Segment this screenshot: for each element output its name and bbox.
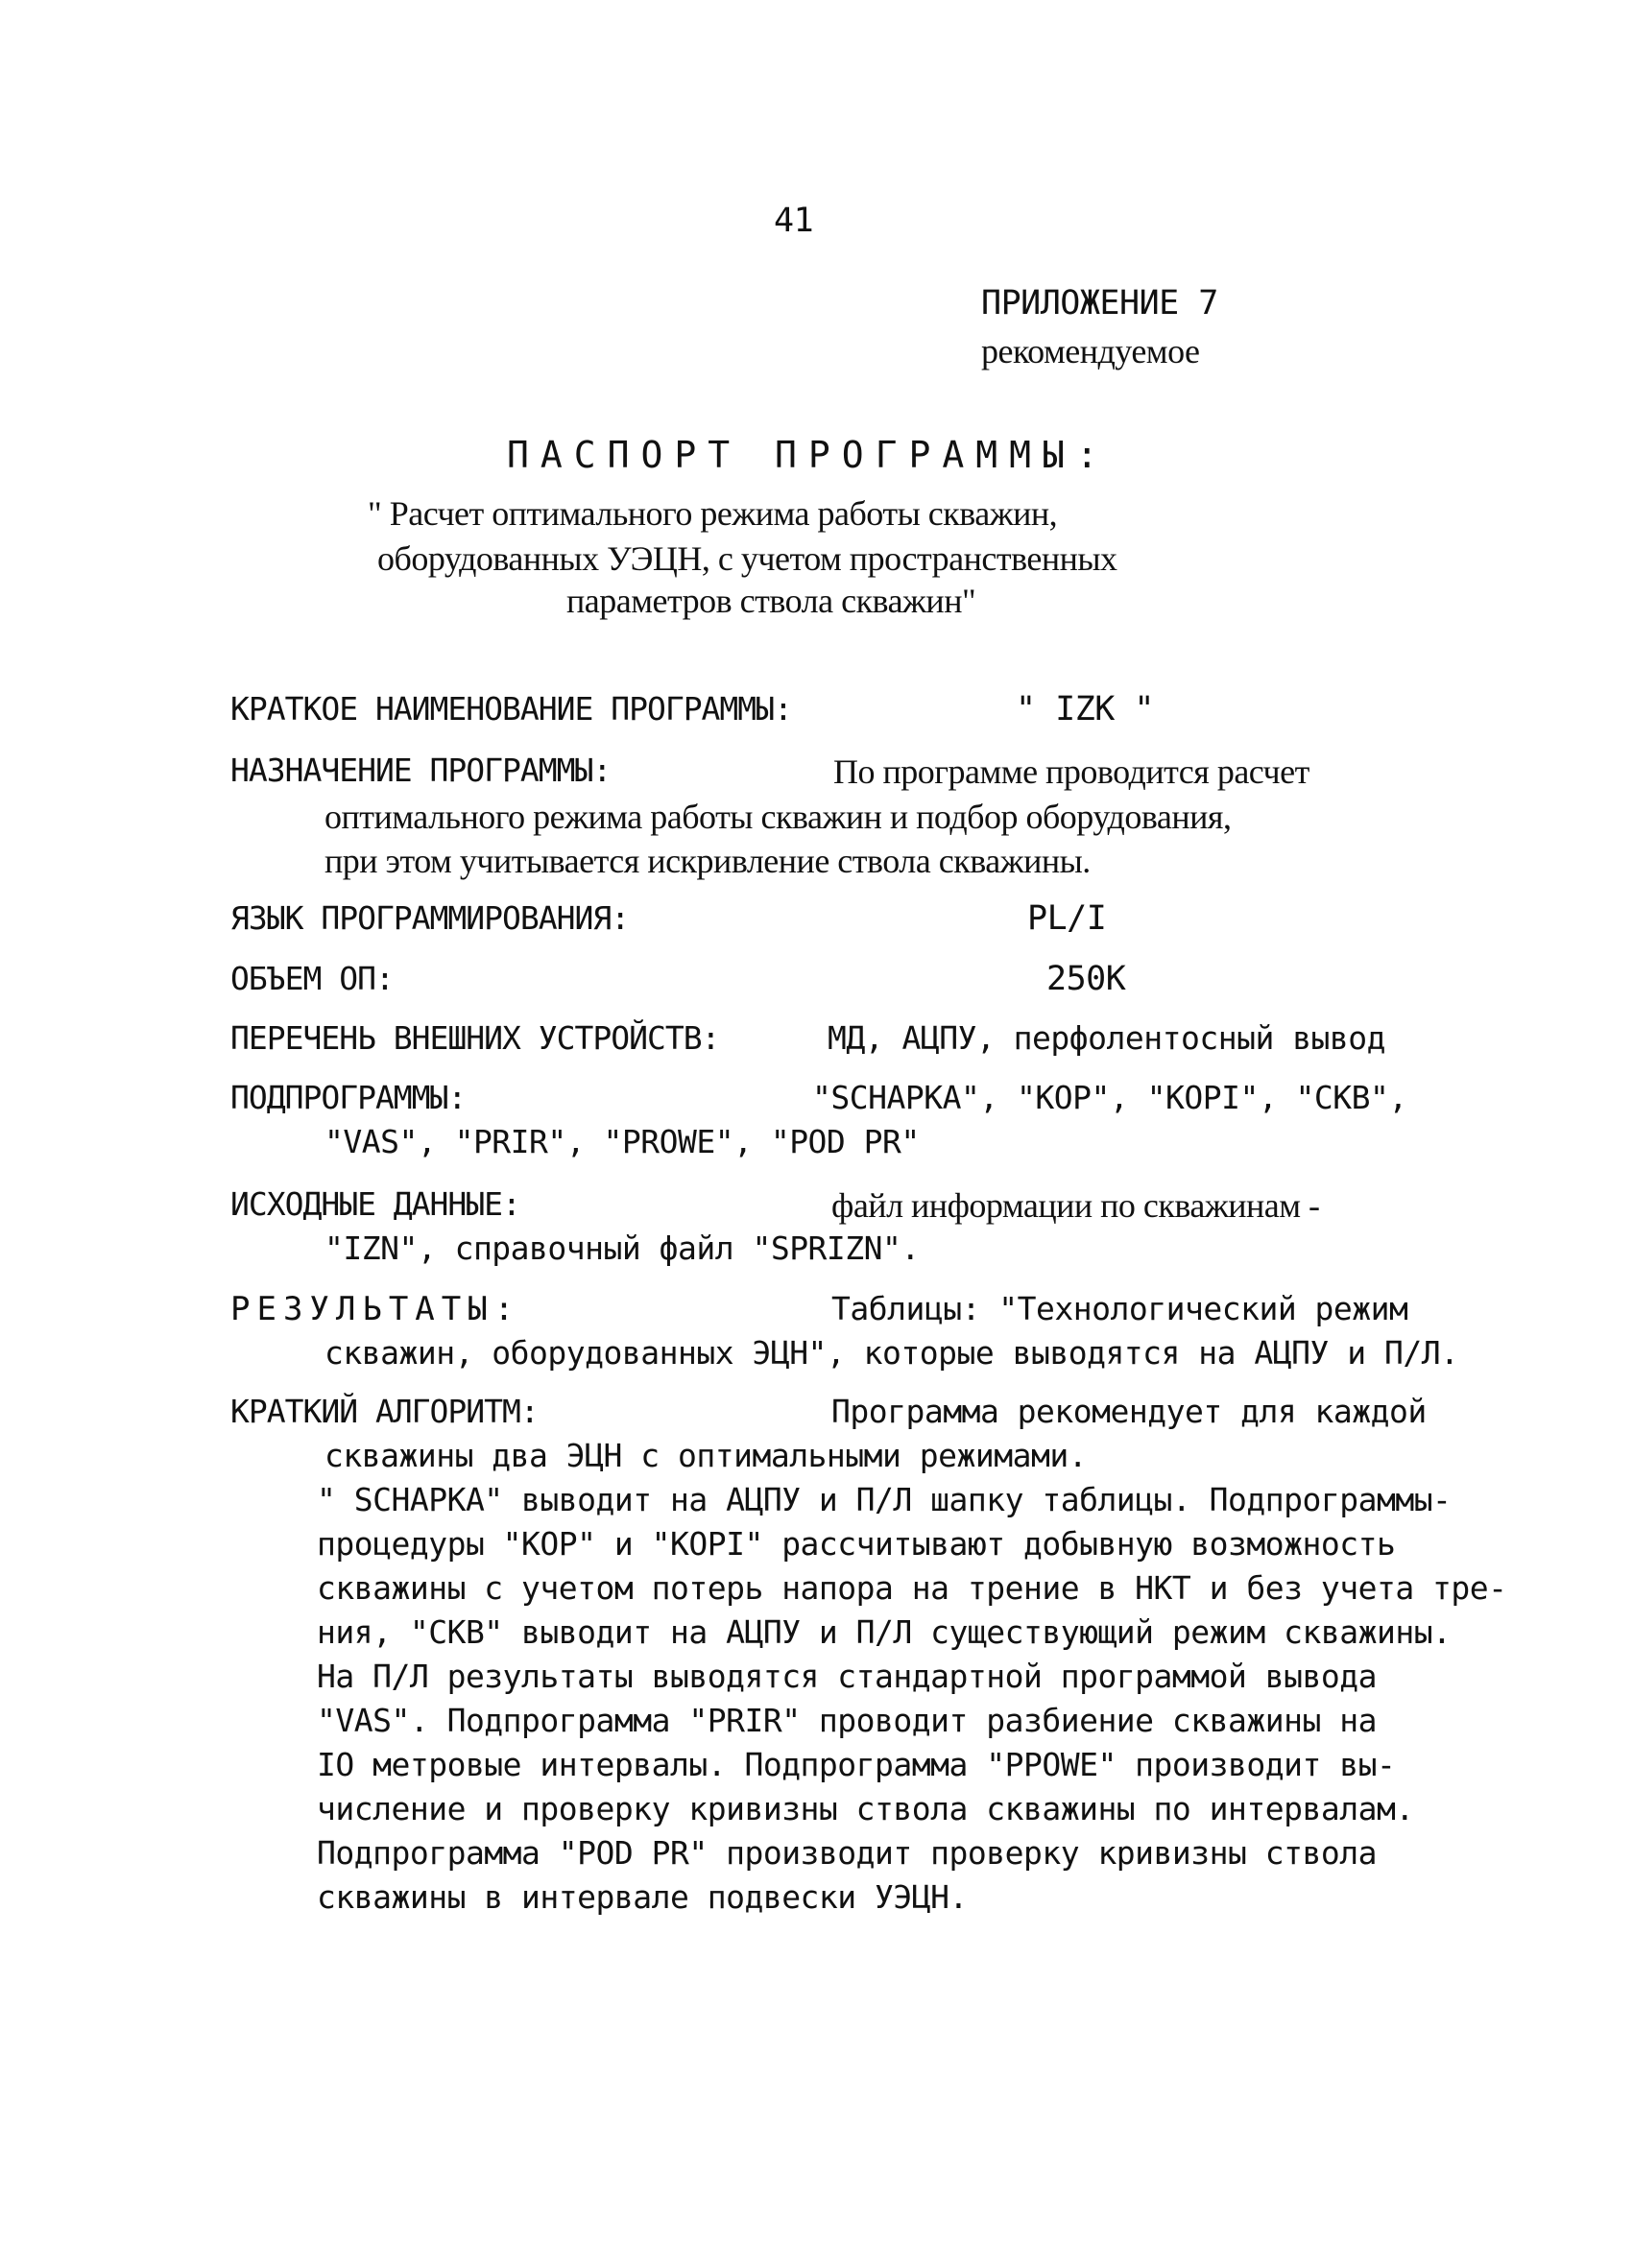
page-number: 41	[774, 202, 814, 240]
algorithm-line-9: IO метровые интервалы. Подпрограмма "PPOWE" производит вы-	[317, 1746, 1396, 1783]
subprograms-value: "SCHAPKA", "KOP", "KOPI", "CKB",	[812, 1079, 1407, 1116]
algorithm-line-2: скважины два ЭЦН с оптимальными режимами.	[324, 1437, 1088, 1474]
purpose-value: По программе проводится расчет	[833, 752, 1309, 791]
results-line-2: скважин, оборудованных ЭЦН", которые выводятся на АЦПУ и П/Л.	[324, 1334, 1459, 1372]
devices-label: ПЕРЕЧЕНЬ ВНЕШНИХ УСТРОЙСТВ:	[230, 1019, 720, 1057]
algorithm-line-12: скважины в интервале подвески УЭЦН.	[317, 1878, 968, 1916]
purpose-line-2: оптимального режима работы скважин и подбор оборудования,	[324, 798, 1232, 836]
algorithm-label: КРАТКИЙ АЛГОРИТМ:	[230, 1393, 539, 1430]
purpose-label: НАЗНАЧЕНИЕ ПРОГРАММЫ:	[230, 752, 612, 789]
language-value: PL/I	[1027, 899, 1107, 938]
algorithm-line-3: " SCHAPKA" выводит на АЦПУ и П/Л шапку таблицы. Подпрограммы-	[317, 1481, 1452, 1518]
devices-value: МД, АЦПУ, перфолентосный вывод	[828, 1019, 1386, 1057]
input-data-value: файл информации по скважинам -	[831, 1186, 1320, 1225]
algorithm-line-7: На П/Л результаты выводятся стандартной программой вывода	[317, 1658, 1377, 1695]
memory-label: ОБЪЕМ ОП:	[230, 960, 394, 997]
algorithm-line-4: процедуры "KOP" и "KOPI" рассчитывают добывную возможность	[317, 1525, 1396, 1563]
appendix-title: ПРИЛОЖЕНИЕ 7	[981, 284, 1218, 322]
heading-line-2: оборудованных УЭЦН, с учетом пространственных	[377, 539, 1117, 578]
input-data-line-2: "IZN", справочный файл "SPRIZN".	[324, 1229, 920, 1267]
algorithm-line-11: Подпрограмма "POD PR" производит проверку кривизны ствола	[317, 1834, 1377, 1872]
subprograms-label: ПОДПРОГРАММЫ:	[230, 1079, 467, 1116]
algorithm-line-8: "VAS". Подпрограмма "PRIR" проводит разбиение скважины на	[317, 1702, 1377, 1739]
heading-line-3: параметров ствола скважин"	[566, 582, 976, 620]
memory-value: 250К	[1046, 960, 1126, 998]
results-value: Таблицы: "Технологический режим	[831, 1290, 1408, 1327]
appendix-subtitle: рекомендуемое	[981, 332, 1200, 370]
algorithm-line-6: ния, "CKB" выводит на АЦПУ и П/Л существующий режим скважины.	[317, 1613, 1452, 1651]
subprograms-line-2: "VAS", "PRIR", "PROWE", "POD PR"	[324, 1123, 920, 1160]
heading-line-1: " Расчет оптимального режима работы скважин,	[368, 494, 1058, 533]
purpose-line-3: при этом учитывается искривление ствола скважины.	[324, 842, 1091, 880]
short-name-label: КРАТКОЕ НАИМЕНОВАНИЕ ПРОГРАММЫ:	[230, 690, 792, 728]
short-name-value: " IZK "	[1016, 690, 1155, 728]
document-title: ПАСПОРТ ПРОГРАММЫ:	[507, 434, 1110, 476]
algorithm-line-10: числение и проверку кривизны ствола скважины по интервалам.	[317, 1790, 1414, 1827]
results-label: РЕЗУЛЬТАТЫ:	[230, 1290, 521, 1328]
language-label: ЯЗЫК ПРОГРАММИРОВАНИЯ:	[230, 899, 630, 937]
input-data-label: ИСХОДНЫЕ ДАННЫЕ:	[230, 1185, 520, 1223]
algorithm-line-5: скважины с учетом потерь напора на трение в НКТ и без учета тре-	[317, 1569, 1507, 1607]
algorithm-value: Программа рекомендует для каждой	[831, 1393, 1427, 1430]
